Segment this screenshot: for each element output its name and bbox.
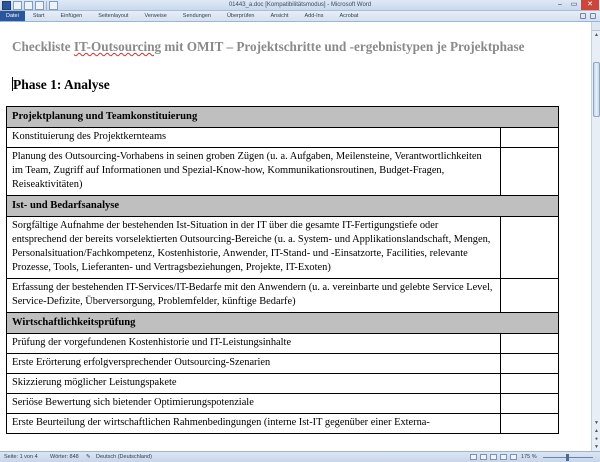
web-layout-view-icon[interactable] bbox=[490, 454, 497, 460]
proofing-icon[interactable]: ✎ bbox=[86, 454, 91, 460]
page-indicator[interactable]: Seite: 1 von 4 bbox=[4, 454, 38, 460]
tab-ansicht[interactable]: Ansicht bbox=[270, 13, 289, 19]
checkbox-cell[interactable] bbox=[501, 148, 559, 196]
table-row bbox=[7, 128, 559, 148]
browse-object-icon[interactable]: ● bbox=[594, 436, 599, 442]
outline-view-icon[interactable] bbox=[500, 454, 507, 460]
checklist-item: Erste Beurteilung der wirtschaftlichen Rahmenbedingungen (interne Ist-IT gegenüber einer Externa- bbox=[7, 414, 501, 434]
checklist-item: Konstituierung des Projektkernteams bbox=[7, 128, 501, 148]
checklist-item: Erfassung der bestehenden IT-Services/IT-Bedarfe mit den Anwendern (u. a. vereinbarte und gelebte Service Level, Service-Defizite, Überversorgung, Problemfelder, künftige Bedarfe) bbox=[7, 279, 501, 313]
document-title bbox=[12, 39, 524, 55]
vertical-scrollbar[interactable] bbox=[591, 22, 600, 451]
checklist-table bbox=[6, 106, 559, 434]
checkbox-cell[interactable] bbox=[501, 217, 559, 279]
tab-acrobat[interactable]: Acrobat bbox=[339, 13, 359, 19]
table-row bbox=[7, 414, 559, 434]
help-icon[interactable] bbox=[590, 13, 596, 19]
tab-sendungen[interactable]: Sendungen bbox=[182, 13, 211, 19]
checkbox-cell[interactable] bbox=[501, 128, 559, 148]
checkbox-cell[interactable] bbox=[501, 394, 559, 414]
table-row bbox=[7, 354, 559, 374]
checklist-item: Erste Erörterung erfolgversprechender Outsourcing-Szenarien bbox=[7, 354, 501, 374]
table-section-row bbox=[7, 313, 559, 334]
draft-view-icon[interactable] bbox=[510, 454, 517, 460]
previous-page-icon[interactable]: ▲ bbox=[594, 428, 599, 434]
tab-seitenlayout[interactable]: Seitenlayout bbox=[98, 13, 129, 19]
zoom-slider-knob[interactable] bbox=[566, 454, 569, 461]
phase-heading-text: Phase 1: Analyse bbox=[13, 77, 110, 92]
word-count[interactable]: Wörter: 848 bbox=[50, 454, 79, 460]
next-page-icon[interactable]: ▼ bbox=[594, 444, 599, 450]
expand-ribbon-icon[interactable] bbox=[580, 13, 586, 19]
checkbox-cell[interactable] bbox=[501, 279, 559, 313]
checklist-item: Skizzierung möglicher Leistungspakete bbox=[7, 374, 501, 394]
table-row bbox=[7, 394, 559, 414]
status-bar bbox=[0, 451, 600, 462]
checklist-item: Sorgfältige Aufnahme der bestehenden Ist-Situation in der IT über die gesamte IT-Fertigungstiefe oder entsprechend der bereits vorselektierten Outsourcing-Bereiche (u. a. System- und Applikationslandschaft, Mengen, Personalsituation/Fachkompetenz, Kostenhistorie, Anwender, IT-Stand- und -Einsatzorte, Facilities, relevante Prozesse, Tools, Lieferanten- und Vertragsbeziehungen, Projekte, IT-Exoten) bbox=[7, 217, 501, 279]
checkbox-cell[interactable] bbox=[501, 354, 559, 374]
fullscreen-reading-view-icon[interactable] bbox=[480, 454, 487, 460]
ruler-toggle-icon[interactable] bbox=[592, 22, 600, 31]
ribbon-right-controls bbox=[580, 11, 600, 21]
table-row bbox=[7, 217, 559, 279]
checkbox-cell[interactable] bbox=[501, 334, 559, 354]
document-area[interactable] bbox=[0, 22, 591, 451]
tab-start[interactable]: Start bbox=[32, 13, 45, 19]
checkbox-cell[interactable] bbox=[501, 374, 559, 394]
print-layout-view-icon[interactable] bbox=[470, 454, 477, 460]
phase-heading bbox=[12, 77, 110, 93]
scroll-up-icon[interactable]: ▲ bbox=[594, 32, 599, 38]
ribbon-tab-bar bbox=[0, 11, 600, 22]
table-section-row bbox=[7, 107, 559, 128]
scroll-bottom-controls bbox=[592, 419, 600, 451]
table-row bbox=[7, 374, 559, 394]
close-button[interactable]: ✕ bbox=[581, 0, 599, 10]
tab-add-ins[interactable]: Add-Ins bbox=[304, 13, 324, 19]
language-indicator[interactable]: Deutsch (Deutschland) bbox=[96, 454, 152, 460]
title-suffix: mit OMIT – Projektschritte und -ergebnistypen je Projektphase bbox=[161, 39, 525, 54]
scroll-down-icon[interactable]: ▼ bbox=[594, 420, 599, 426]
maximize-button[interactable]: ▭ bbox=[570, 1, 578, 8]
checklist-item: Prüfung der vorgefundenen Kostenhistorie und IT-Leistungsinhalte bbox=[7, 334, 501, 354]
tab-verweise[interactable]: Verweise bbox=[144, 13, 167, 19]
window-title: 01443_a.doc [Kompatibilitätsmodus] - Microsoft Word bbox=[228, 2, 372, 8]
scroll-thumb[interactable] bbox=[593, 62, 600, 117]
minimize-button[interactable]: – bbox=[558, 1, 562, 8]
tab-ueberpruefen[interactable]: Überprüfen bbox=[226, 13, 255, 19]
title-bar bbox=[0, 0, 600, 11]
section-heading: Projektplanung und Teamkonstituierung bbox=[7, 107, 559, 128]
checkbox-cell[interactable] bbox=[501, 414, 559, 434]
tab-datei[interactable]: Datei bbox=[0, 11, 25, 21]
checklist-item: Seriöse Bewertung sich bietender Optimierungspotenziale bbox=[7, 394, 501, 414]
tab-einfuegen[interactable]: Einfügen bbox=[60, 13, 83, 19]
section-heading: Ist- und Bedarfsanalyse bbox=[7, 196, 559, 217]
title-spellcheck-word: IT-Outsourcing bbox=[73, 39, 162, 54]
zoom-level[interactable]: 175 % bbox=[521, 454, 537, 460]
section-heading: Wirtschaftlichkeitsprüfung bbox=[7, 313, 559, 334]
table-row bbox=[7, 279, 559, 313]
title-prefix: Checkliste bbox=[12, 39, 74, 54]
table-row bbox=[7, 334, 559, 354]
table-row bbox=[7, 148, 559, 196]
window-controls bbox=[553, 0, 599, 10]
table-section-row bbox=[7, 196, 559, 217]
checklist-item: Planung des Outsourcing-Vorhabens in seinen groben Zügen (u. a. Aufgaben, Meilensteine, Verantwortlichkeiten im Team, Zugriff auf Informationen und Spezial-Know-how, Kommunikationsroutinen, Budget-Fragen, Reiseaktivitäten) bbox=[7, 148, 501, 196]
